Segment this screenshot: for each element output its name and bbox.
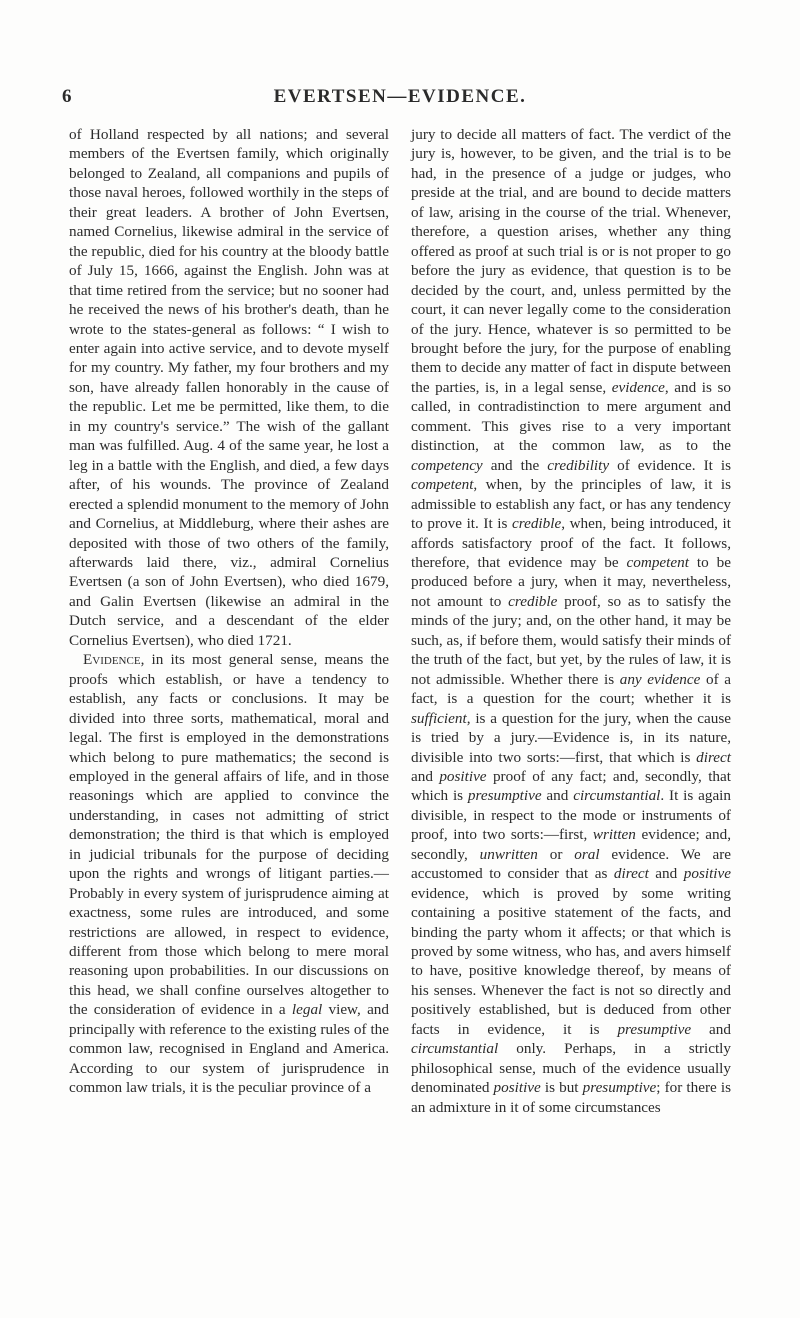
text-run: or <box>537 845 575 863</box>
text-run: , when, by the principles of law, it is admissible to establish any fact, or has any tendency to prove it. It is <box>411 476 731 533</box>
italic-term: legal <box>291 1001 323 1019</box>
text-run: proof of any fact; and, secondly, that which is <box>411 767 731 805</box>
italic-term: positive <box>683 865 731 883</box>
text-run: and <box>691 1020 731 1038</box>
paragraph-evertsen: of Holland respected by all nations; and several members of the Evertsen family, which originally belonged to Zealand, all companions and pupils of those naval heroes, followed worthily in the steps of their great leaders. A brother of John Evertsen, named Cornelius, likewise admiral in the service of the republic, died for his country at the bloody battle of July 15, 1666, against the English. John was at that time retired from the service; but no sooner had he received the news of his brother's death, than he wrote to the states-general as follows: “ I wish to enter again into active service, and to devote myself for my country. My father, my four brothers and my son, have already fallen honorably in the cause of the republic. Let me be permitted, like them, to die in my country's service.” The wish of the gallant man was fulfilled. Aug. 4 of the same year, he lost a leg in a battle with the English, and died, a few days after, of his wounds. The province of Zealand erected a splendid monument to the memory of John and Cornelius, at Middleburg, where their ashes are deposited with those of two others of the family, afterwards laid there, viz., admiral Cornelius Evertsen (a son of John Evertsen), who died 1679, and Galin Evertsen (likewise an admiral in the Dutch service, and a descendant of the elder Cornelius Evertsen), who died 1721. <box>69 126 389 649</box>
italic-term: direct <box>613 865 649 883</box>
text-run: , in its most general sense, means the proofs which establish, or have a tendency to establish, any facts or conclusions. It may be divided into three sorts, mathematical, moral and legal. The first is employed in the demonstrations which belong to pure mathematics; the second is employed in the general affairs of life, and in those reasonings which are applied to convince the understanding, in cases not admitting of strict demonstration; the third is that which is employed in judicial tribunals for the purpose of deciding upon the rights and wrongs of litigant parties.—Probably in every system of jurisprudence aiming at exactness, some rules are introduced, and some restrictions are allowed, in respect to evidence, different from those which belong to mere moral reasoning upon probabilities. In our discussions on this head, we shall confine ourselves altogether to the consideration of evidence in a <box>69 651 389 1019</box>
left-column <box>69 125 389 1098</box>
paragraph-jury-evidence <box>411 125 731 1117</box>
text-run: proof, so as to satisfy the minds of the jury; and, on the other hand, it may be such, as, if before them, would satisfy their minds of the truth of the fact, but yet, by the rules of law, it is not admissible. Whether there is <box>411 592 731 688</box>
italic-term: competent <box>626 553 689 571</box>
paragraph-evidence-definition <box>69 650 389 1097</box>
text-run: and <box>411 767 440 785</box>
text-run: and <box>648 865 684 883</box>
italic-term: credible <box>512 515 562 533</box>
italic-term: positive <box>439 767 487 785</box>
italic-term: any evidence <box>619 670 701 688</box>
italic-term: positive <box>493 1079 541 1097</box>
italic-term: presumptive <box>617 1020 692 1038</box>
text-run: evidence; and, secondly, <box>411 826 731 863</box>
italic-term: direct <box>696 748 731 766</box>
text-run: of evidence. It is <box>609 456 731 474</box>
text-run: view, and principally with reference to the existing rules of the common law, recognised in England and America. According to our system of jurisprudence in common law trials, it is the peculiar province of a <box>69 1001 389 1097</box>
italic-term: sufficient <box>411 709 467 727</box>
italic-term: circumstantial <box>573 787 661 805</box>
italic-term: presumptive <box>582 1079 657 1097</box>
text-run: , when, being introduced, it affords satisfactory proof of the fact. It follows, therefore, that evidence may be <box>411 515 731 571</box>
text-run: to be produced before a jury, when it may, nevertheless, not amount to <box>411 553 731 610</box>
page-number: 6 <box>62 86 73 107</box>
page-title: EVERTSEN—EVIDENCE. <box>273 86 527 107</box>
italic-term: evidence <box>611 378 665 396</box>
text-run: , is a question for the jury, when the cause is tried by a jury.—Evidence is, in its nature, divisible into two sorts:—first, that which is <box>411 709 731 766</box>
text-run: , and is so called, in contradistinction to mere argument and comment. This gives rise to a very important distinction, at the common law, as to the <box>411 378 731 455</box>
right-column <box>411 125 731 1117</box>
italic-term: credible <box>508 592 558 610</box>
text-run: evidence. We are accustomed to consider that as <box>411 845 732 883</box>
running-head <box>62 86 738 112</box>
entry-headword: Evidence <box>83 651 141 669</box>
text-run: evidence, which is proved by some writing containing a positive statement of the facts, and binding the party whom it affects; or that which is proved by some witness, who has, and avers himself to have, positive knowledge thereof, by means of his senses. Whenever the fact is not so directly and positively established, but is deduced from other facts in evidence, it is <box>411 884 731 1038</box>
text-run: only. Perhaps, in a strictly philosophical sense, much of the evidence usually denominated <box>411 1040 731 1097</box>
text-run: of a fact, is a question for the court; whether it is <box>411 670 731 708</box>
text-run: ; for there is an admixture in it of some circumstances <box>411 1079 731 1116</box>
text-run: is but <box>540 1079 583 1097</box>
italic-term: competency <box>411 456 483 474</box>
text-run: and <box>541 787 574 805</box>
text-run: jury to decide all matters of fact. The verdict of the jury is, however, to be given, and the trial is to be had, in the presence of a judge or judges, who preside at the trial, and are bound to decide matters of law, arising in the course of the trial. Whenever, therefore, a question arises, whether any thing offered as proof at such trial is or is not proper to go before the jury as evidence, that question is to be decided by the court, and, unless permitted by the court, it can never legally come to the consideration of the jury. Hence, whatever is so permitted to be brought before the jury, for the purpose of enabling them to decide any matter of fact in dispute between the parties, is, in a legal sense, <box>411 126 731 396</box>
text-run: and the <box>482 456 548 474</box>
italic-term: unwritten <box>479 845 538 863</box>
italic-term: presumptive <box>467 787 542 805</box>
italic-term: circumstantial <box>411 1040 499 1058</box>
italic-term: written <box>592 826 636 844</box>
italic-term: oral <box>574 845 600 863</box>
text-run: . It is again divisible, in respect to the mode or instruments of proof, into two sorts:—first, <box>411 787 731 844</box>
italic-term: credibility <box>547 456 610 474</box>
italic-term: competent <box>411 476 474 494</box>
